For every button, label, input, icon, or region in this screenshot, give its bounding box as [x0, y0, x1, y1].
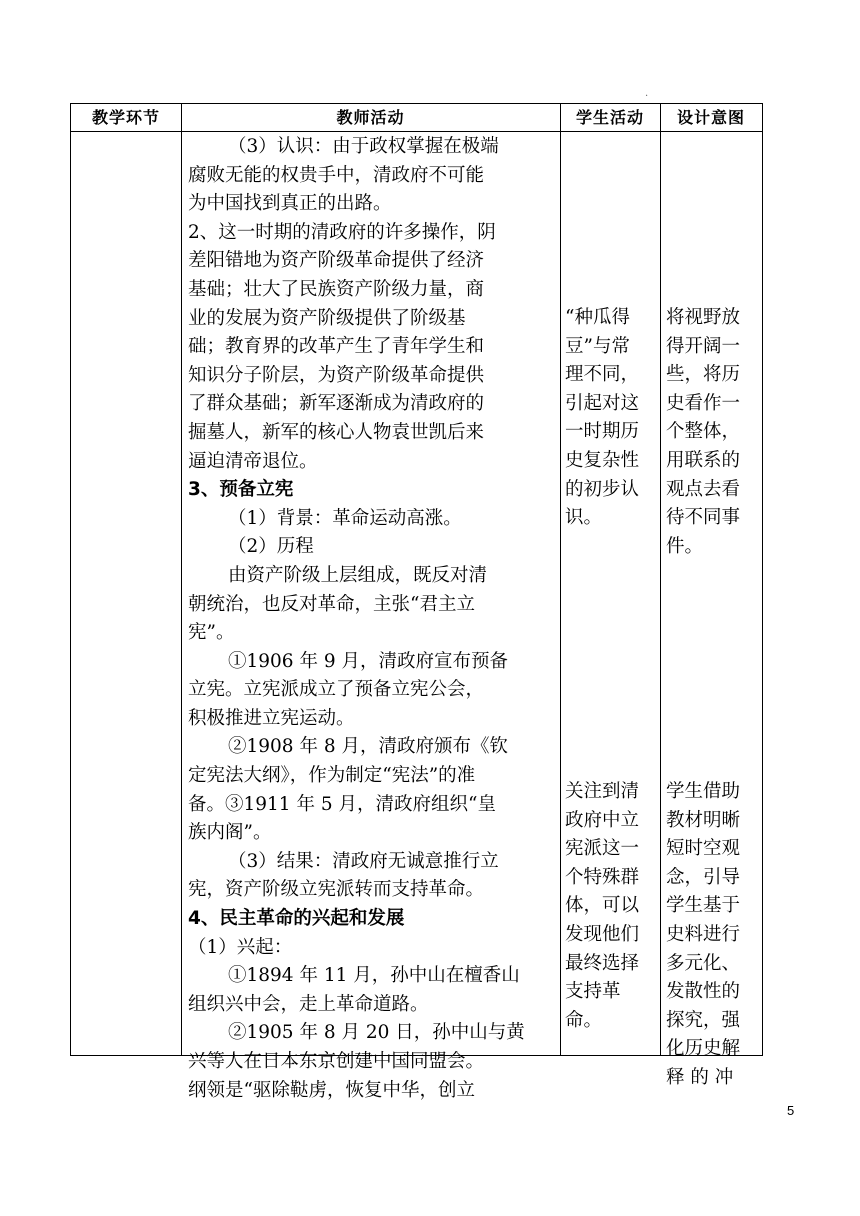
intent-line: 学生借助 [666, 781, 741, 802]
student-line: 体，可以 [565, 895, 640, 917]
student-line: 发现他们 [565, 923, 640, 945]
teacher-line: 掘墓人，新军的核心人物袁世凯后来 [188, 421, 485, 443]
student-line: 宪派这一 [565, 838, 640, 860]
intent-line: 观点去看 [666, 478, 741, 500]
column-divider [660, 104, 661, 1055]
header-teacher-activity: 教师活动 [336, 108, 405, 127]
student-line: 支持革 [565, 981, 621, 1003]
teacher-line: 4、民主革命的兴起和发展 [188, 908, 405, 930]
student-line: 最终选择 [565, 952, 640, 974]
teacher-line: 逼迫清帝退位。 [188, 450, 318, 472]
intent-line: 件。 [666, 535, 704, 557]
student-line: 的初步认 [565, 478, 640, 500]
student-line: 命。 [565, 1009, 603, 1031]
header-divider [71, 131, 762, 132]
student-line: 一时期历 [565, 421, 640, 443]
teacher-line: 2、这一时期的清政府的许多操作，阴 [188, 221, 496, 243]
intent-line: 释 的 冲 [666, 1066, 734, 1088]
student-line: 史复杂性 [565, 449, 640, 471]
teacher-line: （3）认识：由于政权掌握在极端 [228, 136, 499, 157]
teacher-line: 了群众基础；新军逐渐成为清政府的 [188, 393, 485, 415]
teacher-line: 朝统治，也反对革命，主张“君主立 [188, 593, 475, 615]
teacher-line: 业的发展为资产阶级提供了阶级基 [188, 307, 466, 329]
intent-line: 得开阔一 [666, 335, 741, 357]
intent-line: 探究，强 [666, 1009, 741, 1031]
page-number: 5 [787, 1103, 795, 1118]
intent-line: 学生基于 [666, 895, 741, 917]
student-activity-block-2 [565, 778, 659, 1035]
intent-line: 短时空观 [666, 838, 741, 860]
intent-line: 发散性的 [666, 981, 741, 1003]
teacher-line: ②1905 年 8 月 20 日，孙中山与黄 [228, 1022, 525, 1044]
header-design-intent: 设计意图 [676, 108, 745, 127]
column-divider [181, 104, 182, 1055]
teacher-line: （3）结果：清政府无诚意推行立 [228, 850, 499, 872]
intent-line: 多元化、 [666, 952, 741, 974]
teacher-line: （2）历程 [228, 536, 314, 558]
design-intent-block-2 [666, 778, 760, 1093]
teacher-line: 差阳错地为资产阶级革命提供了经济 [188, 250, 485, 272]
intent-line: 史料进行 [666, 923, 741, 945]
header-teaching-stage: 教学环节 [91, 108, 160, 127]
teacher-line: 宪，资产阶级立宪派转而支持革命。 [188, 879, 485, 901]
student-line: 理不同， [565, 364, 640, 386]
teacher-line: （1）背景：革命运动高涨。 [228, 507, 462, 529]
teacher-line: （1）兴起： [188, 936, 293, 958]
intent-line: 用联系的 [666, 449, 741, 471]
student-line: 关注到清 [565, 781, 640, 802]
intent-line: 史看作一 [666, 392, 741, 414]
design-intent-block-1 [666, 304, 760, 561]
teacher-line: 础；教育界的改革产生了青年学生和 [188, 336, 485, 358]
teacher-line: 为中国找到真正的出路。 [188, 193, 392, 215]
teacher-line: 腐败无能的权贵手中，清政府不可能 [188, 164, 485, 186]
teacher-line: 立宪。立宪派成立了预备立宪公会， [188, 679, 485, 701]
teacher-line: 积极推进立宪运动。 [188, 707, 355, 729]
teacher-line: 基础；壮大了民族资产阶级力量，商 [188, 278, 485, 300]
intent-line: 将视野放 [666, 307, 741, 328]
student-line: 识。 [565, 507, 603, 529]
teacher-line: 定宪法大纲》，作为制定“宪法”的准 [188, 765, 476, 787]
teacher-line: 知识分子阶层，为资产阶级革命提供 [188, 364, 485, 386]
teacher-line: 3、预备立宪 [188, 479, 294, 501]
intent-line: 化历史解 [666, 1038, 741, 1060]
teacher-line: 纲领是“驱除鞑虏，恢复中华，创立 [188, 1079, 475, 1101]
student-activity-block-1 [565, 304, 659, 533]
teacher-activity-cell [188, 133, 558, 1105]
student-line: 豆”与常 [565, 335, 630, 357]
teacher-line: 由资产阶级上层组成，既反对清 [228, 564, 488, 586]
teacher-line: ①1894 年 11 月，孙中山在檀香山 [228, 965, 520, 987]
intent-line: 教材明晰 [666, 809, 741, 831]
column-divider [560, 104, 561, 1055]
teacher-line: 备。③1911 年 5 月，清政府组织“皇 [188, 793, 496, 815]
student-line: “种瓜得 [565, 307, 630, 328]
intent-line: 念，引导 [666, 866, 741, 888]
student-line: 引起对这 [565, 392, 640, 414]
header-student-activity: 学生活动 [575, 108, 644, 127]
top-mark: . [645, 88, 649, 99]
lesson-table [70, 103, 763, 1101]
intent-line: 待不同事 [666, 507, 741, 529]
teacher-line: ①1906 年 9 月，清政府宣布预备 [228, 650, 508, 672]
teacher-line: ②1908 年 8 月，清政府颁布《钦 [228, 736, 508, 758]
student-line: 个特殊群 [565, 866, 640, 888]
student-line: 政府中立 [565, 809, 640, 831]
teacher-line: 组织兴中会，走上革命道路。 [188, 993, 429, 1015]
teacher-line: 宪”。 [188, 622, 235, 644]
teacher-line: 兴等人在日本东京创建中国同盟会。 [188, 1051, 485, 1072]
intent-line: 些，将历 [666, 364, 741, 386]
intent-line: 个整体， [666, 421, 741, 443]
teacher-line: 族内阁”。 [188, 822, 272, 844]
